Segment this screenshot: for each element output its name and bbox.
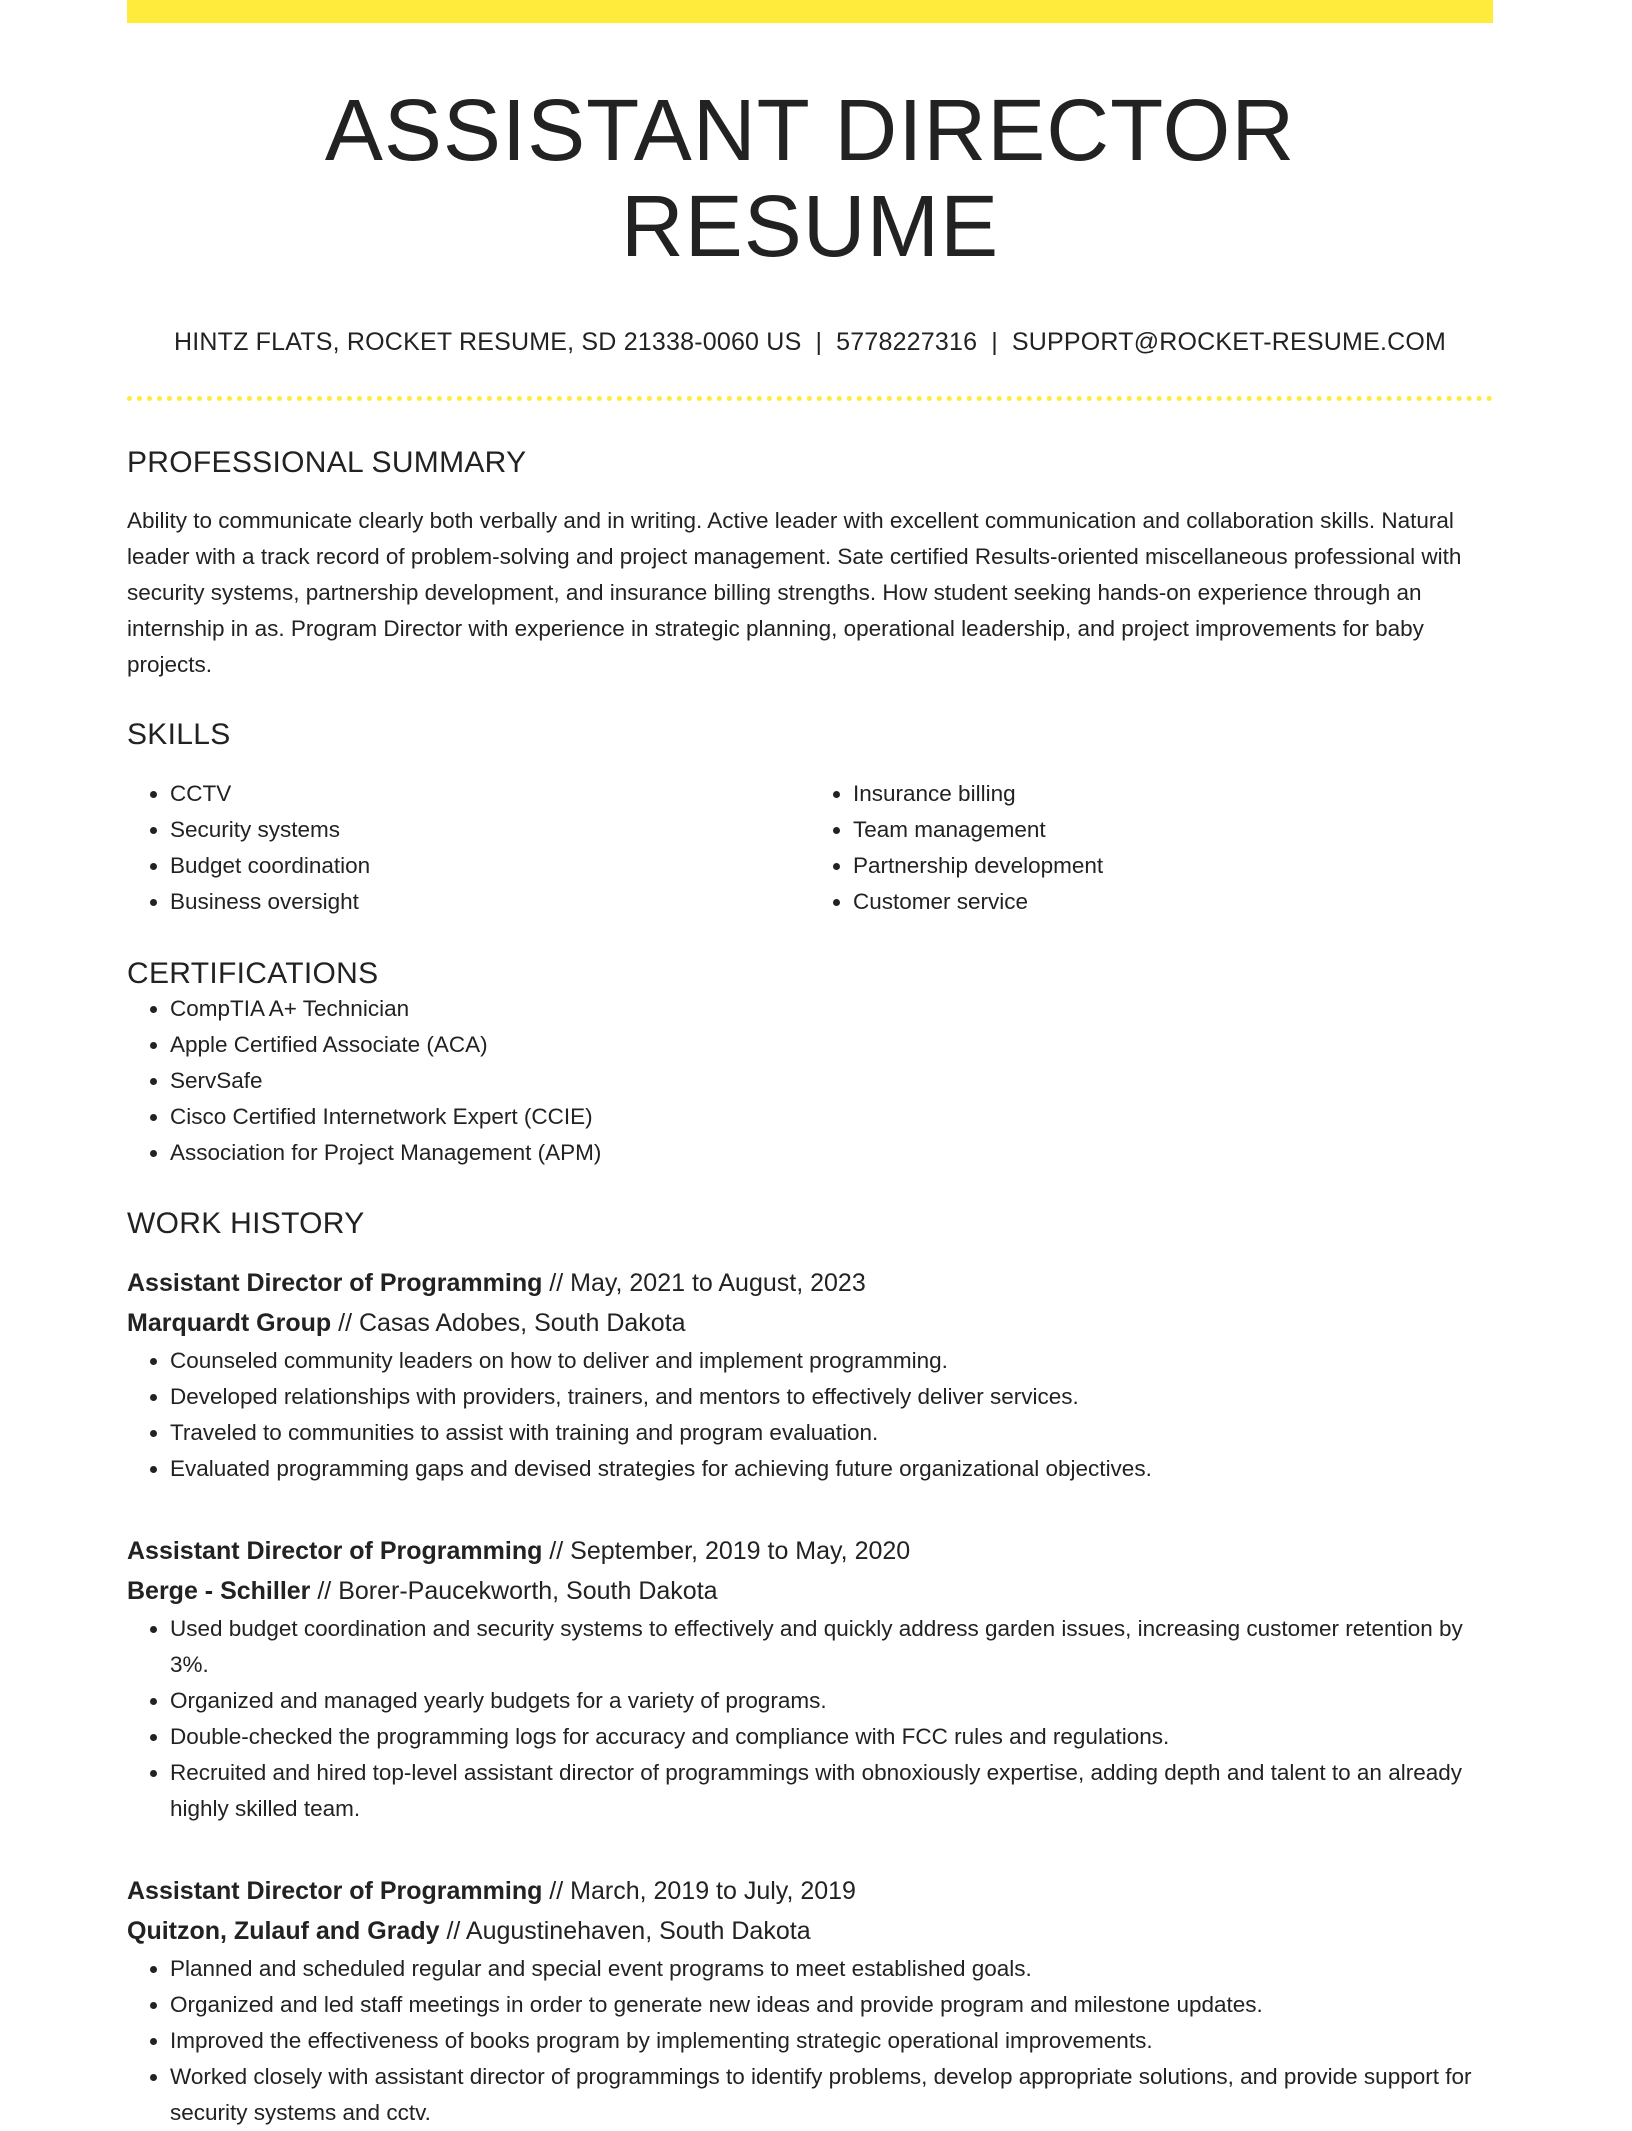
skill-item: • Budget coordination [170, 848, 810, 884]
accent-top-bar [127, 0, 1493, 23]
job-bullet: • Traveled to communities to assist with training and program evaluation. [170, 1415, 1493, 1451]
job-bullet: • Double-checked the programming logs for accuracy and compliance with FCC rules and regulations. [170, 1719, 1493, 1755]
job-role: Assistant Director of Programming [127, 1537, 543, 1566]
certifications-heading: CERTIFICATIONS [127, 957, 379, 991]
job-bullet: • Recruited and hired top-level assistant director of programmings with obnoxiously expertise, adding depth and talent to an already highly skilled team. [170, 1755, 1493, 1827]
resume-title: ASSISTANT DIRECTOR RESUME [324, 82, 1296, 275]
job-location: // Augustinehaven, South Dakota [439, 1917, 811, 1946]
dotted-divider [127, 396, 1493, 401]
certification-item: • ServSafe [170, 1063, 1493, 1099]
job-bullet: • Developed relationships with providers, trainers, and mentors to effectively deliver services. [170, 1379, 1493, 1415]
job-bullet: • Organized and managed yearly budgets for a variety of programs. [170, 1683, 1493, 1719]
job-entry [127, 1531, 1493, 1827]
job-entry [127, 1871, 1493, 2131]
skills-list-left [127, 776, 810, 920]
job-company: Marquardt Group [127, 1309, 332, 1338]
skill-item: • Insurance billing [853, 776, 1493, 812]
skill-item: • CCTV [170, 776, 810, 812]
resume-page [127, 0, 1493, 2131]
skills-grid [127, 776, 1493, 920]
job-company: Quitzon, Zulauf and Grady [127, 1917, 440, 1946]
skills-list-right [810, 776, 1493, 920]
contact-address: HINTZ FLATS, ROCKET RESUME, SD 21338-0060 US [173, 328, 802, 357]
work-history-heading: WORK HISTORY [127, 1207, 365, 1241]
certification-item: • Apple Certified Associate (ACA) [170, 1027, 1493, 1063]
job-company-line [127, 1303, 1493, 1343]
certification-item: • Association for Project Management (APM) [170, 1135, 1493, 1171]
skill-item: • Security systems [170, 812, 810, 848]
job-bullets [127, 1951, 1493, 2131]
job-location: // Borer-Paucekworth, South Dakota [310, 1577, 718, 1606]
skill-item: • Business oversight [170, 884, 810, 920]
job-bullet: • Worked closely with assistant director of programmings to identify problems, develop appropriate solutions, and provide support for security systems and cctv. [170, 2059, 1493, 2131]
job-company-line [127, 1911, 1493, 1951]
job-bullets [127, 1343, 1493, 1487]
skills-heading: SKILLS [127, 718, 231, 752]
contact-separator: | [991, 328, 998, 357]
job-company: Berge - Schiller [127, 1577, 311, 1606]
job-role: Assistant Director of Programming [127, 1877, 543, 1906]
skill-item: • Team management [853, 812, 1493, 848]
job-location: // Casas Adobes, South Dakota [331, 1309, 686, 1338]
certification-item: • Cisco Certified Internetwork Expert (CCIE) [170, 1099, 1493, 1135]
job-entry [127, 1263, 1493, 1487]
job-bullet: • Organized and led staff meetings in order to generate new ideas and provide program and milestone updates. [170, 1987, 1493, 2023]
skill-item: • Partnership development [853, 848, 1493, 884]
contact-phone: 5778227316 [836, 328, 978, 357]
job-dates: // September, 2019 to May, 2020 [542, 1537, 911, 1566]
summary-heading: PROFESSIONAL SUMMARY [127, 446, 527, 480]
contact-email: SUPPORT@ROCKET-RESUME.COM [1011, 328, 1447, 357]
job-dates: // March, 2019 to July, 2019 [542, 1877, 856, 1906]
job-bullet: • Evaluated programming gaps and devised strategies for achieving future organizational objectives. [170, 1451, 1493, 1487]
contact-line [127, 328, 1493, 357]
job-role-line [127, 1531, 1493, 1571]
job-bullet: • Used budget coordination and security systems to effectively and quickly address garden issues, increasing customer retention by 3%. [170, 1611, 1493, 1683]
job-bullet: • Counseled community leaders on how to deliver and implement programming. [170, 1343, 1493, 1379]
certifications-list [127, 991, 1493, 1171]
job-bullet: • Planned and scheduled regular and special event programs to meet established goals. [170, 1951, 1493, 1987]
job-role-line [127, 1263, 1493, 1303]
skill-item: • Customer service [853, 884, 1493, 920]
job-role: Assistant Director of Programming [127, 1269, 543, 1298]
certification-item: • CompTIA A+ Technician [170, 991, 1493, 1027]
job-role-line [127, 1871, 1493, 1911]
job-bullet: • Improved the effectiveness of books program by implementing strategic operational improvements. [170, 2023, 1493, 2059]
job-bullets [127, 1611, 1493, 1827]
summary-text: Ability to communicate clearly both verbally and in writing. Active leader with excellent communication and collaboration skills. Natural leader with a track record of problem-solving and project management. Sate certified Results-oriented miscellaneous professional with security systems, partnership development, and insurance billing strengths. How student seeking hands-on experience through an internship in as. Program Director with experience in strategic planning, operational leadership, and project improvements for baby projects. [127, 508, 1462, 678]
contact-separator: | [815, 328, 823, 357]
job-dates: // May, 2021 to August, 2023 [542, 1269, 866, 1298]
job-company-line [127, 1571, 1493, 1611]
